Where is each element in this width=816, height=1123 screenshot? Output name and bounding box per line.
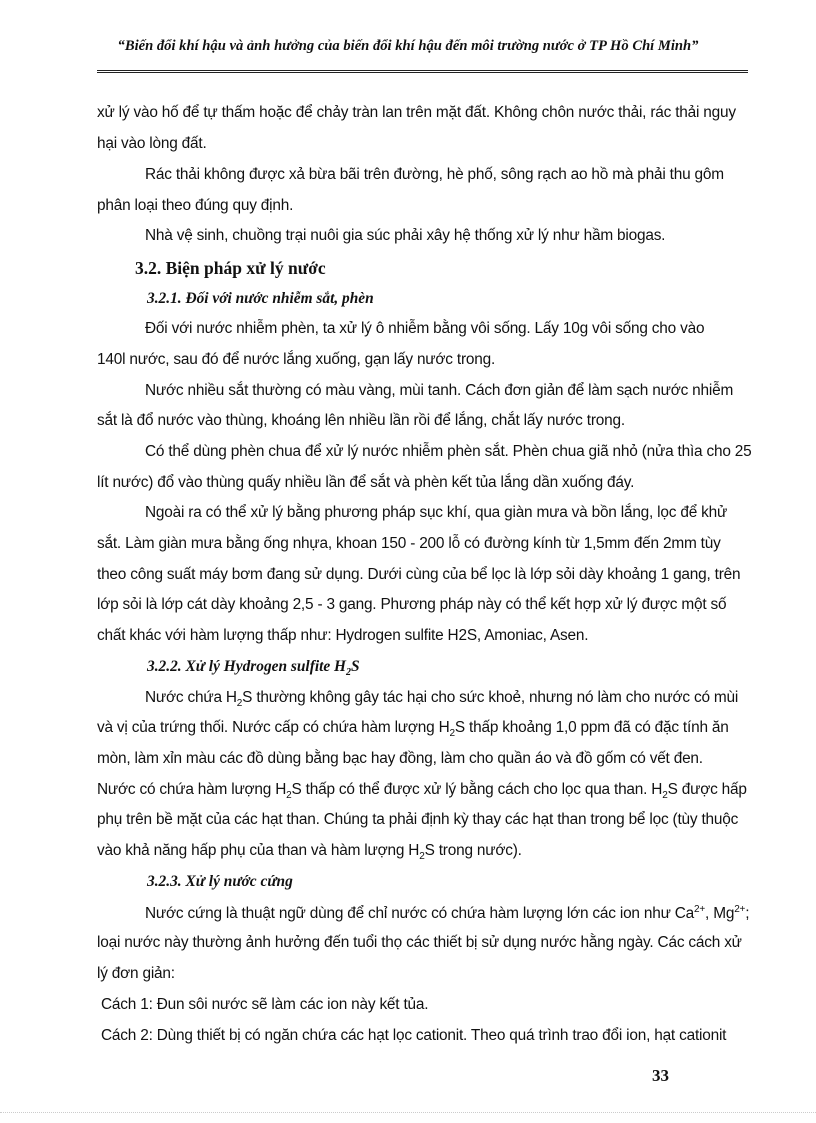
section-heading-3-2: 3.2. Biện pháp xử lý nước bbox=[135, 258, 326, 278]
paragraph-line: mòn, làm xỉn màu các đồ dùng bằng bạc hay đồng, làm cho quần áo và đồ gốm có vết đen. bbox=[97, 750, 703, 767]
paragraph-line: theo công suất máy bơm đang sử dụng. Dưới cùng của bể lọc là lớp sỏi dày khoảng 1 gang, trên bbox=[97, 566, 741, 583]
text-run: S thấp khoảng 1,0 ppm đã có đặc tính ăn bbox=[454, 719, 729, 736]
page-number: 33 bbox=[652, 1066, 669, 1085]
paragraph-line: phụ trên bề mặt của các hạt than. Chúng ta phải định kỳ thay các hạt than trong bể lọc (tùy thuộc bbox=[97, 811, 739, 828]
paragraph-line: xử lý vào hố để tự thấm hoặc để chảy tràn lan trên mặt đất. Không chôn nước thải, rác thải nguy bbox=[97, 104, 736, 121]
paragraph-line bbox=[97, 842, 522, 862]
paragraph-line: lít nước) đổ vào thùng quấy nhiều lần để sắt và phèn kết tủa lắng dần xuống đáy. bbox=[97, 474, 635, 491]
subscript: 2 bbox=[662, 790, 668, 802]
subsection-heading-3-2-2 bbox=[147, 658, 360, 678]
paragraph-line: Nhà vệ sinh, chuồng trại nuôi gia súc phải xây hệ thống xử lý như hầm biogas. bbox=[145, 227, 666, 244]
heading-text: S bbox=[351, 658, 360, 675]
paragraph-line: Nước nhiều sắt thường có màu vàng, mùi tanh. Cách đơn giản để làm sạch nước nhiễm bbox=[145, 382, 734, 399]
subscript: 2 bbox=[346, 667, 352, 679]
page-bottom-border bbox=[0, 1112, 816, 1113]
paragraph-line: Rác thải không được xả bừa bãi trên đường, hè phố, sông rạch ao hồ mà phải thu gôm bbox=[145, 166, 724, 183]
text-run: Nước có chứa hàm lượng H bbox=[97, 781, 287, 798]
paragraph-line: chất khác với hàm lượng thấp như: Hydrogen sulfite H2S, Amoniac, Asen. bbox=[97, 627, 589, 644]
paragraph-line bbox=[97, 719, 729, 739]
subscript: 2 bbox=[286, 790, 292, 802]
heading-text: 3.2.2. Xử lý Hydrogen sulfite H bbox=[147, 658, 347, 675]
paragraph-line: Có thể dùng phèn chua để xử lý nước nhiễm phèn sắt. Phèn chua giã nhỏ (nửa thìa cho 25 bbox=[145, 443, 752, 460]
paragraph-line: phân loại theo đúng quy định. bbox=[97, 197, 294, 214]
paragraph-line bbox=[145, 689, 738, 709]
paragraph-line: loại nước này thường ảnh hưởng đến tuổi thọ các thiết bị sử dụng nước hằng ngày. Các cách xử bbox=[97, 934, 742, 951]
paragraph-line: sắt là đổ nước vào thùng, khoáng lên nhiều lần rồi để lắng, chắt lấy nước trong. bbox=[97, 412, 625, 429]
header-divider bbox=[97, 70, 748, 73]
superscript: 2+ bbox=[694, 904, 706, 915]
text-run: S thấp có thể được xử lý bằng cách cho lọc qua than. H bbox=[291, 781, 663, 798]
text-run: vào khả năng hấp phụ của than và hàm lượng H bbox=[97, 842, 420, 859]
page-header: “Biến đổi khí hậu và ảnh hưởng của biến đổi khí hậu đến môi trường nước ở TP Hồ Chí Minh” bbox=[117, 38, 699, 54]
subscript: 2 bbox=[236, 698, 243, 710]
paragraph-line: lý đơn giản: bbox=[97, 965, 175, 982]
text-run: ; bbox=[745, 905, 750, 923]
text-run: S được hấp bbox=[667, 781, 747, 798]
text-run: Nước chứa H bbox=[145, 689, 237, 706]
subsection-heading-3-2-3: 3.2.3. Xử lý nước cứng bbox=[147, 873, 293, 890]
text-run: và vị của trứng thối. Nước cấp có chứa hàm lượng H bbox=[97, 719, 450, 736]
paragraph-line: Ngoài ra có thể xử lý bằng phương pháp sục khí, qua giàn mưa và bồn lắng, lọc để khử bbox=[145, 504, 728, 521]
paragraph-line: lớp sỏi là lớp cát dày khoảng 2,5 - 3 gang. Phương pháp này có thể kết hợp xử lý được một số bbox=[97, 596, 727, 613]
text-run: S thường không gây tác hại cho sức khoẻ, nhưng nó làm cho nước có mùi bbox=[242, 689, 739, 706]
subscript: 2 bbox=[449, 728, 455, 740]
paragraph-line: Cách 2: Dùng thiết bị có ngăn chứa các hạt lọc cationit. Theo quá trình trao đổi ion, hạt cationit bbox=[101, 1027, 727, 1044]
paragraph-line: Cách 1: Đun sôi nước sẽ làm các ion này kết tủa. bbox=[101, 996, 429, 1013]
paragraph-line: Đối với nước nhiễm phèn, ta xử lý ô nhiễm bằng vôi sống. Lấy 10g vôi sống cho vào bbox=[145, 320, 705, 337]
superscript: 2+ bbox=[734, 904, 746, 915]
text-run: Nước cứng là thuật ngữ dùng để chỉ nước có chứa hàm lượng lớn các ion như Ca bbox=[145, 905, 695, 923]
paragraph-line: sắt. Làm giàn mưa bằng ống nhựa, khoan 150 - 200 lỗ có đường kính từ 1,5mm đến 2mm tùy bbox=[97, 535, 721, 552]
paragraph-line bbox=[145, 904, 749, 923]
text-run: , Mg bbox=[705, 905, 735, 923]
subscript: 2 bbox=[419, 851, 425, 863]
paragraph-line: 140l nước, sau đó để nước lắng xuống, gạn lấy nước trong. bbox=[97, 351, 496, 368]
paragraph-line bbox=[97, 781, 747, 801]
subsection-heading-3-2-1: 3.2.1. Đối với nước nhiễm sắt, phèn bbox=[147, 290, 374, 307]
text-run: S trong nước). bbox=[424, 842, 522, 859]
paragraph-line: hại vào lòng đất. bbox=[97, 135, 207, 152]
